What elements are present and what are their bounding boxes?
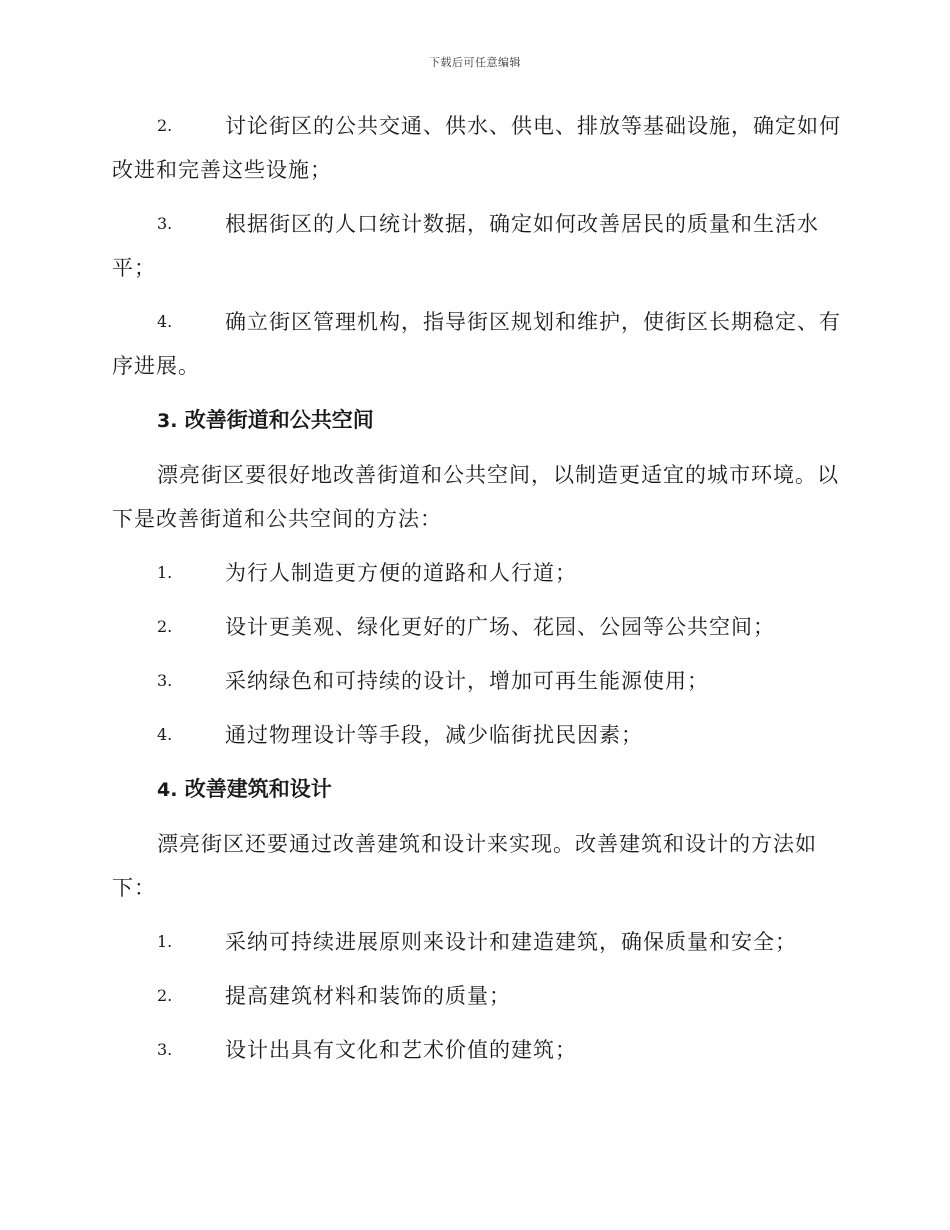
list-number: 1. [157,563,173,582]
list-text: 根据街区的人口统计数据，确定如何改善居民的质量和生活水 [225,212,819,236]
document-body [112,104,841,1082]
paragraph-text: 漂亮街区要很好地改善街道和公共空间，以制造更适宜的城市环境。以 [157,463,839,487]
list-text: 提高建筑材料和装饰的质量； [225,984,511,1008]
list-text: 设计更美观、绿化更好的广场、花园、公园等公共空间； [225,615,775,639]
list-text-continued: 改进和完善这些设施； [112,158,332,182]
section-number: 3. [157,410,178,432]
page-header: 下载后可任意编辑 [429,56,521,69]
list-item [112,920,834,964]
list-text: 通过物理设计等手段，减少临街扰民因素； [225,723,643,747]
list-text: 为行人制造更方便的道路和人行道； [225,561,577,585]
list-number: 3. [157,671,173,690]
list-number: 2. [157,986,173,1005]
list-number: 3. [157,214,173,233]
list-item [112,974,834,1018]
section-heading [112,398,834,443]
list-text: 采纳绿色和可持续的设计，增加可再生能源使用； [225,669,709,693]
list-number: 1. [157,932,173,951]
section-title: 改善街道和公共空间 [184,408,374,432]
list-text-continued: 平； [112,256,156,280]
paragraph-text: 漂亮街区还要通过改善建筑和设计来实现。改善建筑和设计的方法如 [157,832,817,856]
list-number: 3. [157,1040,173,1059]
list-text-continued: 序进展。 [112,354,200,378]
list-item [112,202,834,290]
list-number: 2. [157,116,173,135]
paragraph-text-continued: 下： [112,876,156,900]
list-item [112,713,834,757]
paragraph-text-continued: 下是改善街道和公共空间的方法： [112,507,442,531]
list-item [112,1028,834,1072]
list-number: 4. [157,725,173,744]
paragraph [112,453,839,541]
list-text: 设计出具有文化和艺术价值的建筑； [225,1038,577,1062]
list-item [112,300,841,388]
list-text: 确立街区管理机构，指导街区规划和维护，使街区长期稳定、有 [225,310,841,334]
section-heading [112,767,834,812]
list-number: 4. [157,312,173,331]
section-title: 改善建筑和设计 [184,777,332,801]
list-text: 讨论街区的公共交通、供水、供电、排放等基础设施，确定如何 [225,114,841,138]
list-item [112,659,834,703]
section-number: 4. [157,779,178,801]
paragraph [112,822,834,910]
list-number: 2. [157,617,173,636]
list-item [112,104,841,192]
list-text: 采纳可持续进展原则来设计和建造建筑，确保质量和安全； [225,930,797,954]
list-item [112,605,834,649]
list-item [112,551,834,595]
